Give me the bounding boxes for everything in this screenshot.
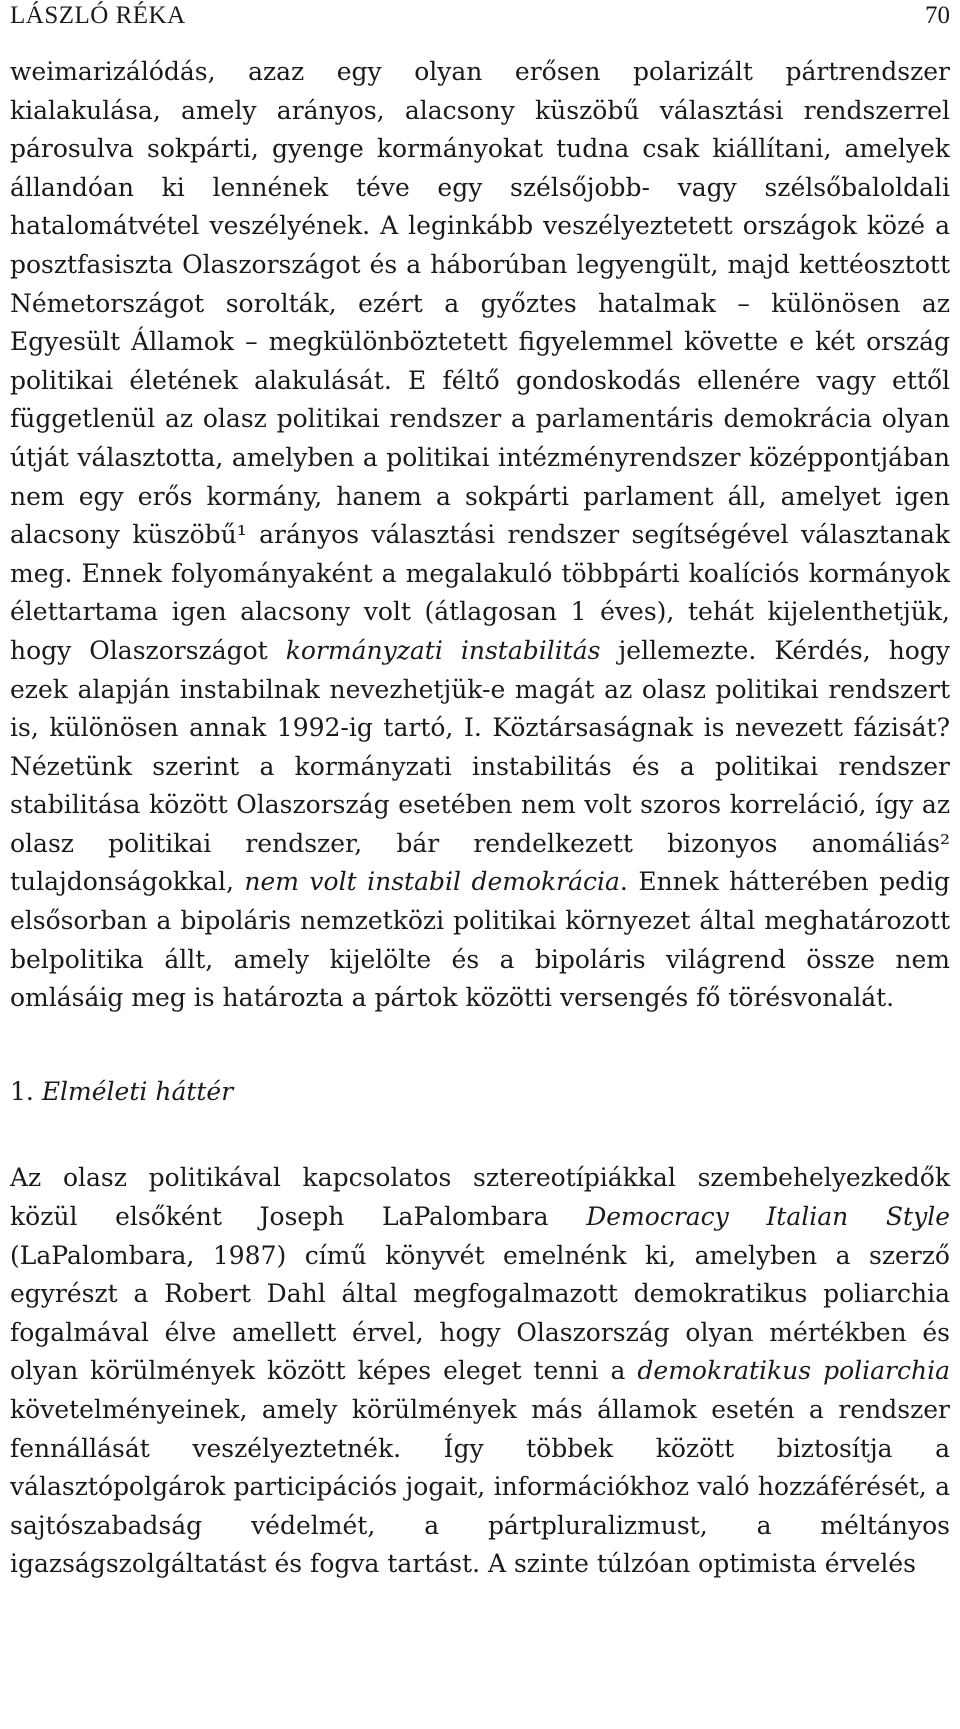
section-number: 1.	[10, 1076, 34, 1106]
paragraph-2-text-c: követelményeinek, amely körülmények más államok esetén a rendszer fennállását veszélyeztetnék. Így többek között biztosítja a választópolgárok participációs jogait, információkhoz való hozzáférését, a sajtószabadság védelmét, a pártpluralizmust, a méltányos igazságszolgáltatást és fogva tartást. A szinte túlzóan optimista érvelés	[10, 1395, 950, 1579]
running-head-author: LÁSZLÓ RÉKA	[10, 2, 186, 29]
body-paragraph-2	[10, 1159, 950, 1584]
page	[10, 0, 950, 1584]
page-number: 70	[925, 2, 950, 29]
paragraph-1-emphasis-a: kormányzati instabilitás	[285, 635, 601, 665]
paragraph-2-text-b: (LaPalombara, 1987) című könyvét emelnénk ki, amelyben a szerző egyrészt a Robert Dahl által megfogalmazott demokratikus poliarchia fogalmával élve amellett érvel, hogy Olaszország olyan mértékben és olyan körülmények között képes eleget tenni a	[10, 1240, 950, 1386]
paragraph-2-emphasis-a: Democracy Italian Style	[586, 1202, 950, 1232]
section-title: Elméleti háttér	[41, 1076, 234, 1106]
section-heading	[10, 1073, 950, 1112]
paragraph-2-emphasis-b: demokratikus poliarchia	[637, 1356, 950, 1386]
running-head	[10, 1, 950, 37]
paragraph-1-text-c: . Ennek hátterében pedig elsősorban a bipoláris nemzetközi politikai környezet által meghatározott belpolitika állt, amely kijelölte és a bipoláris világrend össze nem omlásáig meg is határozta a pártok közötti versengés fő törésvonalát.	[10, 867, 950, 1013]
paragraph-2-text-a: Az olasz politikával kapcsolatos sztereotípiákkal szembehelyezkedők közül elsőként Joseph LaPalombara	[10, 1163, 950, 1232]
body-paragraph-1	[10, 53, 950, 1018]
paragraph-1-text-a: weimarizálódás, azaz egy olyan erősen polarizált pártrendszer kialakulása, amely arányos, alacsony küszöbű választási rendszerrel párosulva sokpárti, gyenge kormányokat tudna csak kiállítani, amelyek állandóan ki lennének téve egy szélsőjobb- vagy szélsőbaloldali hatalomátvétel veszélyének. A leginkább veszélyeztetett országok közé a posztfasiszta Olaszországot és a háborúban legyengült, majd kettéosztott Németországot sorolták, ezért a győztes hatalmak – különösen az Egyesült Államok – megkülönböztetett figyelemmel követte e két ország politikai életének alakulását. E féltő gondoskodás ellenére vagy ettől függetlenül az olasz politikai rendszer a parlamentáris demokrácia olyan útját választotta, amelyben a politikai intézményrendszer középpontjában nem egy erős kormány, hanem a sokpárti parlament áll, amelyet igen alacsony küszöbű¹ arányos választási rendszer segítségével választanak meg. Ennek folyományaként a megalakuló többpárti koalíciós kormányok élettartama igen alacsony volt (átlagosan 1 éves), tehát kijelenthetjük, hogy Olaszországot	[10, 57, 950, 665]
paragraph-1-emphasis-b: nem volt instabil demokrácia	[244, 867, 620, 897]
paragraph-1-text-b: jellemezte. Kérdés, hogy ezek alapján instabilnak nevezhetjük-e magát az olasz politikai rendszert is, különösen annak 1992-ig tartó, I. Köztársaságnak is nevezett fázisát? Nézetünk szerint a kormányzati instabilitás és a politikai rendszer stabilitása között Olaszország esetében nem volt szoros korreláció, így az olasz politikai rendszer, bár rendelkezett bizonyos anomáliás² tulajdonságokkal,	[10, 635, 950, 897]
